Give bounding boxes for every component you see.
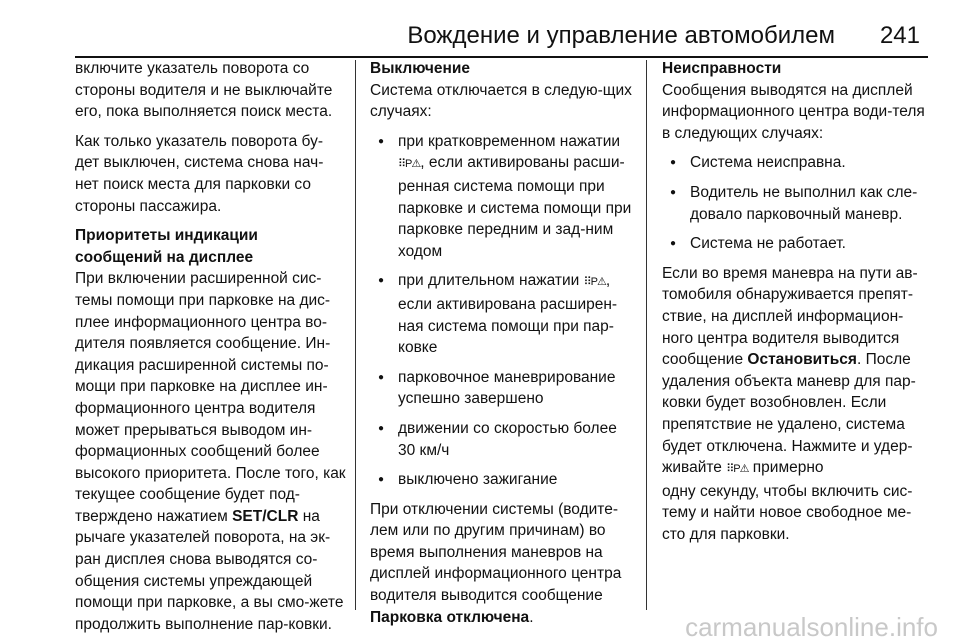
- list-item: ● Система неисправна.: [662, 152, 928, 174]
- column-2: [370, 58, 632, 636]
- button-label-set-clr: SET/CLR: [232, 507, 299, 525]
- message-stop: Остановиться: [747, 351, 857, 369]
- page-number: 241: [879, 22, 920, 49]
- page-header: [75, 20, 920, 52]
- text-run: При включении расширенной сис-темы помощи при парковке на дис-плее информационного центра во-дителя появляется сообщение. Ин-дикация расширенной системы по-мощи при парковке на дисплее ин-формационного центра водителя может прерываться выводом ин-формационных сообщений более высокого приоритета. После того, как текущее сообщение будет под-тверждено нажатием: [75, 270, 346, 525]
- bullet-list: [662, 152, 928, 254]
- park-assist-icon: ⠿P⚠: [583, 276, 606, 289]
- text-run: , если активирована расширен-ная система помощи при пар-ковке: [398, 272, 618, 357]
- list-item: ● движении со скоростью более 30 км/ч: [370, 418, 632, 461]
- paragraph: [662, 263, 928, 546]
- list-item: ● выключено зажигание: [370, 469, 632, 491]
- park-assist-icon: ⠿P⚠: [726, 463, 749, 476]
- text-run: . После удаления объекта маневр для пар-ковки будет возобновлен. Если препятствие не удалено, система будет отключена. Нажмите и удер-живайте: [662, 351, 916, 477]
- column-3: [662, 58, 928, 553]
- paragraph: включите указатель поворота со стороны водителя и не выключайте его, пока выполняется поиск места.: [75, 60, 333, 121]
- text-run: на рычаге указателей поворота, на эк-ран дисплея снова выводятся со-общения системы упреждающей помощи при парковке, а вы смо-жете продолжить выполнение пар-ковки.: [75, 507, 344, 633]
- paragraph: Система отключается в следую-щих случаях:: [370, 81, 632, 121]
- paragraph: [370, 499, 632, 629]
- paragraph: [75, 268, 347, 635]
- bullet-list: [370, 131, 632, 491]
- paragraph: Сообщения выводятся на дисплей информационного центра води-теля в следующих случаях:: [662, 81, 925, 142]
- text-run: , если активированы расши-ренная система помощи при парковке и система помощи при парковке передним и зад-ним ходом: [398, 154, 632, 260]
- list-item: ● Система не работает.: [662, 233, 928, 255]
- list-item: ● парковочное маневрирование успешно завершено: [370, 367, 632, 410]
- column-1: [75, 58, 347, 643]
- list-item: [370, 131, 632, 263]
- column-divider: [355, 60, 356, 610]
- watermark: carmanualsonline.info: [685, 612, 938, 642]
- page-title: Вождение и управление автомобилем: [407, 22, 835, 49]
- text-run: .: [529, 608, 534, 626]
- message-parking-off: Парковка отключена: [370, 608, 530, 626]
- column-divider: [646, 60, 647, 610]
- text-run: примерно: [748, 459, 824, 477]
- text-run: при длительном нажатии: [398, 272, 584, 290]
- section-heading: Приоритеты индикации сообщений на дисплее: [75, 227, 258, 266]
- text-run: При отключении системы (водите-лем или по другим причинам) во время выполнения маневров на дисплей информационного центра водителя выводится сообщение: [370, 500, 622, 605]
- section-heading: Неисправности: [662, 60, 782, 77]
- text-run: Если во время маневра на пути ав-томобиля обнаруживается препят-ствие, на дисплей информацион-ного центра водителя выводится сообщение: [662, 264, 918, 369]
- text-run: одну секунду, чтобы включить сис-тему и найти новое свободное ме-сто для парковки.: [662, 482, 913, 543]
- park-assist-icon: ⠿P⚠: [398, 158, 421, 171]
- paragraph: Как только указатель поворота бу-дет выключен, система снова нач-нет поиск места для парковки со стороны пассажира.: [75, 132, 324, 215]
- text-run: при кратковременном нажатии: [398, 132, 621, 150]
- section-heading: Выключение: [370, 60, 471, 77]
- list-item: ● Водитель не выполнил как сле-довало парковочный маневр.: [662, 182, 928, 225]
- list-item: [370, 270, 632, 358]
